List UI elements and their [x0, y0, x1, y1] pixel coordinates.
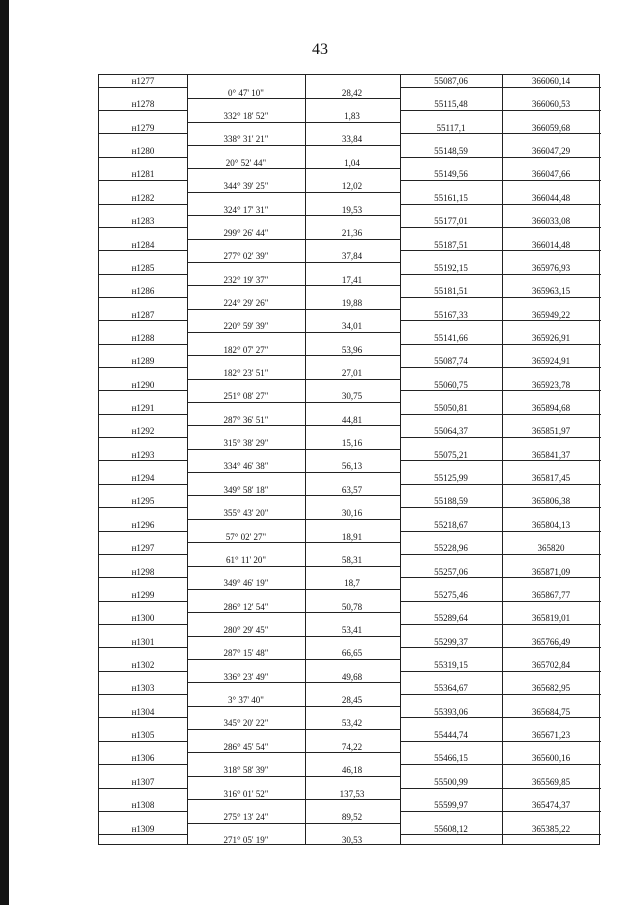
point-name: н1291: [131, 403, 155, 414]
row-divider: [187, 519, 400, 520]
coordinate-y: 365923,78: [531, 379, 571, 390]
row-divider: [99, 180, 187, 181]
segment-length: 1,83: [344, 111, 360, 122]
segment-angle: 336° 23' 49": [223, 671, 269, 682]
coordinate-y: 365841,37: [531, 449, 571, 460]
row-divider: [400, 227, 601, 228]
coordinate-y: 365806,38: [531, 496, 571, 507]
point-name: н1292: [131, 426, 155, 437]
segment-length: 63,57: [341, 484, 363, 495]
point-name: н1286: [131, 286, 155, 297]
segment-angle: 224° 29' 26": [223, 297, 269, 308]
point-name: н1279: [131, 122, 155, 133]
segment-angle: 345° 20' 22": [223, 718, 269, 729]
row-divider: [187, 823, 400, 824]
coordinate-x: 55149,56: [434, 169, 468, 180]
segment-angle: 316° 01' 52": [223, 788, 269, 799]
row-divider: [99, 367, 187, 368]
row-divider: [400, 320, 601, 321]
coordinate-x: 55299,37: [434, 636, 468, 647]
segment-length: 1,04: [344, 157, 360, 168]
row-divider: [187, 612, 400, 613]
row-divider: [400, 741, 601, 742]
row-divider: [99, 788, 187, 789]
point-name: н1277: [131, 76, 155, 86]
row-divider: [99, 437, 187, 438]
segment-length: 46,18: [341, 765, 363, 776]
segment-length: 19,88: [341, 297, 363, 308]
segment-angle: 299° 26' 44": [223, 227, 269, 238]
point-name: н1308: [131, 800, 155, 811]
point-name: н1304: [131, 706, 155, 717]
row-divider: [400, 601, 601, 602]
coordinate-x: 55060,75: [434, 379, 468, 390]
row-divider: [99, 133, 187, 134]
row-divider: [99, 694, 187, 695]
point-name: н1284: [131, 239, 155, 250]
segment-angle: 275° 13' 24": [223, 811, 269, 822]
row-divider: [400, 671, 601, 672]
row-divider: [400, 344, 601, 345]
segment-length: 33,84: [341, 134, 363, 145]
segment-length: 50,78: [341, 601, 363, 612]
point-name: н1294: [131, 473, 155, 484]
row-divider: [187, 379, 400, 380]
row-divider: [99, 87, 187, 88]
segment-length: 28,42: [341, 87, 363, 98]
segment-length: 37,84: [341, 251, 363, 262]
row-divider: [400, 694, 601, 695]
coordinate-y: 365817,45: [531, 473, 571, 484]
row-divider: [400, 811, 601, 812]
row-divider: [400, 133, 601, 134]
segment-angle: 251° 08' 27": [223, 391, 269, 402]
row-divider: [99, 274, 187, 275]
row-divider: [99, 741, 187, 742]
coordinate-y: 365474,37: [531, 800, 571, 811]
segment-length: 17,41: [341, 274, 363, 285]
point-name: н1299: [131, 589, 155, 600]
coordinate-y: 365600,16: [531, 753, 571, 764]
segment-angle: 232° 19' 37": [223, 274, 269, 285]
point-name: н1289: [131, 356, 155, 367]
segment-angle: 315° 38' 29": [223, 438, 269, 449]
row-divider: [400, 180, 601, 181]
point-name: н1281: [131, 169, 155, 180]
row-divider: [99, 157, 187, 158]
row-divider: [187, 472, 400, 473]
segment-angle: 57° 02' 27": [225, 531, 267, 542]
coordinate-y: 365766,49: [531, 636, 571, 647]
segment-length: 30,75: [341, 391, 363, 402]
coordinate-x: 55115,48: [434, 99, 468, 110]
page-number: 43: [312, 41, 328, 58]
row-divider: [187, 285, 400, 286]
row-divider: [99, 204, 187, 205]
row-divider: [99, 460, 187, 461]
row-divider: [400, 554, 601, 555]
row-divider: [187, 168, 400, 169]
coordinate-x: 55167,33: [434, 309, 468, 320]
row-divider: [99, 250, 187, 251]
coordinate-y: 365871,09: [531, 566, 571, 577]
point-name: н1298: [131, 566, 155, 577]
coordinate-x: 55141,66: [434, 332, 468, 343]
segment-length: 66,65: [341, 648, 363, 659]
row-divider: [400, 437, 601, 438]
segment-length: 18,91: [341, 531, 363, 542]
coordinate-y: 366014,48: [531, 239, 571, 250]
row-divider: [187, 98, 400, 99]
coordinate-y: 365819,01: [531, 613, 571, 624]
row-divider: [400, 204, 601, 205]
coordinate-y: 365684,75: [531, 706, 571, 717]
row-divider: [187, 566, 400, 567]
coordinate-y: 365867,77: [531, 589, 571, 600]
point-name: н1302: [131, 660, 155, 670]
row-divider: [187, 425, 400, 426]
segment-length: 58,31: [341, 554, 363, 565]
segment-length: 44,81: [341, 414, 363, 425]
point-name: н1293: [131, 449, 155, 460]
point-name: н1283: [131, 216, 155, 227]
coordinate-x: 55275,46: [434, 589, 468, 600]
coordinate-x: 55364,67: [434, 683, 468, 694]
segment-length: 56,13: [341, 461, 363, 472]
segment-length: 30,16: [341, 508, 363, 519]
row-divider: [400, 460, 601, 461]
row-divider: [187, 215, 400, 216]
segment-angle: 338° 31' 21": [223, 134, 269, 145]
row-divider: [400, 834, 601, 835]
coordinate-y: 365671,23: [531, 730, 571, 741]
segment-angle: 286° 12' 54": [223, 601, 269, 612]
coordinate-y: 365682,95: [531, 683, 571, 694]
row-divider: [400, 484, 601, 485]
segment-angle: 20° 52' 44": [225, 157, 267, 168]
coordinate-x: 55187,51: [434, 239, 468, 250]
row-divider: [400, 87, 601, 88]
segment-angle: 280° 29' 45": [223, 624, 269, 635]
segment-angle: 334° 46' 38": [223, 461, 269, 472]
row-divider: [187, 659, 400, 660]
segment-length: 49,68: [341, 671, 363, 682]
coordinate-x: 55075,21: [434, 449, 468, 460]
row-divider: [99, 554, 187, 555]
point-name: н1309: [131, 823, 155, 834]
coordinate-x: 55064,37: [434, 426, 468, 437]
point-name: н1303: [131, 683, 155, 694]
segment-angle: 182° 23' 51": [223, 368, 269, 379]
segment-length: 53,41: [341, 624, 363, 635]
row-divider: [400, 788, 601, 789]
coordinate-y: 366047,66: [531, 169, 571, 180]
coordinate-y: 366060,14: [531, 76, 571, 86]
segment-angle: 271° 05' 19": [223, 835, 269, 846]
coordinate-x: 55218,67: [434, 519, 468, 530]
segment-length: 30,53: [341, 835, 363, 846]
coordinate-x: 55257,06: [434, 566, 468, 577]
row-divider: [99, 671, 187, 672]
segment-angle: 349° 58' 18": [223, 484, 269, 495]
row-divider: [400, 507, 601, 508]
row-divider: [187, 682, 400, 683]
row-divider: [187, 495, 400, 496]
coordinate-x: 55192,15: [434, 262, 468, 273]
segment-length: 21,36: [341, 227, 363, 238]
point-name: н1297: [131, 543, 155, 554]
row-divider: [99, 320, 187, 321]
row-divider: [99, 717, 187, 718]
coordinate-y: 366059,68: [531, 122, 571, 133]
coordinate-x: 55087,74: [434, 356, 468, 367]
point-name: н1300: [131, 613, 155, 624]
coordinate-y: 365894,68: [531, 403, 571, 414]
coordinate-x: 55125,99: [434, 473, 468, 484]
row-divider: [187, 355, 400, 356]
row-divider: [99, 484, 187, 485]
coordinate-y: 365976,93: [531, 262, 571, 273]
point-name: н1288: [131, 332, 155, 343]
segment-angle: 324° 17' 31": [223, 204, 269, 215]
coordinate-x: 55599,97: [434, 800, 468, 811]
row-divider: [99, 390, 187, 391]
segment-angle: 344° 39' 25": [223, 181, 269, 192]
coordinate-y: 365820: [537, 543, 565, 554]
coordinate-y: 366047,29: [531, 146, 571, 157]
coordinate-x: 55087,06: [434, 76, 468, 86]
row-divider: [99, 764, 187, 765]
segment-length: 137,53: [339, 788, 365, 799]
coordinate-x: 55319,15: [434, 660, 468, 670]
segment-length: 18,7: [344, 578, 360, 589]
coordinate-x: 55466,15: [434, 753, 468, 764]
point-name: н1306: [131, 753, 155, 764]
segment-angle: 287° 36' 51": [223, 414, 269, 425]
coordinate-y: 365926,91: [531, 332, 571, 343]
point-name: н1287: [131, 309, 155, 320]
row-divider: [187, 239, 400, 240]
coordinate-x: 55148,59: [434, 146, 468, 157]
coordinate-x: 55050,81: [434, 403, 468, 414]
coordinate-y: 365963,15: [531, 286, 571, 297]
coordinate-y: 365569,85: [531, 776, 571, 787]
row-divider: [187, 636, 400, 637]
point-name: н1295: [131, 496, 155, 507]
row-divider: [99, 577, 187, 578]
row-divider: [99, 811, 187, 812]
segment-angle: 0° 47' 10": [228, 87, 264, 98]
point-name: н1280: [131, 146, 155, 157]
coordinate-x: 55188,59: [434, 496, 468, 507]
coordinate-x: 55500,99: [434, 776, 468, 787]
coordinate-x: 55228,96: [434, 543, 468, 554]
row-divider: [400, 647, 601, 648]
coordinate-x: 55608,12: [434, 823, 468, 834]
segment-length: 27,01: [341, 368, 363, 379]
segment-length: 89,52: [341, 811, 363, 822]
coordinate-x: 55161,15: [434, 192, 468, 203]
segment-angle: 349° 46' 19": [223, 578, 269, 589]
row-divider: [99, 297, 187, 298]
row-divider: [99, 647, 187, 648]
coordinate-y: 365385,22: [531, 823, 571, 834]
coordinate-y: 366044,48: [531, 192, 571, 203]
row-divider: [400, 297, 601, 298]
row-divider: [187, 752, 400, 753]
row-divider: [187, 542, 400, 543]
segment-angle: 277° 02' 39": [223, 251, 269, 262]
row-divider: [400, 274, 601, 275]
row-divider: [187, 332, 400, 333]
coordinate-y: 366033,08: [531, 216, 571, 227]
row-divider: [187, 729, 400, 730]
segment-angle: 61° 11' 20": [225, 554, 267, 565]
row-divider: [187, 589, 400, 590]
segment-length: 19,53: [341, 204, 363, 215]
row-divider: [400, 531, 601, 532]
row-divider: [400, 367, 601, 368]
row-divider: [187, 145, 400, 146]
coordinate-y: 365949,22: [531, 309, 571, 320]
row-divider: [187, 449, 400, 450]
segment-angle: 332° 18' 52": [223, 111, 269, 122]
row-divider: [187, 192, 400, 193]
row-divider: [99, 110, 187, 111]
point-name: н1282: [131, 192, 155, 203]
coordinate-y: 365702,84: [531, 660, 571, 670]
row-divider: [99, 531, 187, 532]
row-divider: [187, 776, 400, 777]
segment-angle: 318° 58' 39": [223, 765, 269, 776]
segment-length: 74,22: [341, 741, 363, 752]
point-name: н1285: [131, 262, 155, 273]
segment-angle: 220° 59' 39": [223, 321, 269, 332]
point-name: н1278: [131, 99, 155, 110]
row-divider: [400, 414, 601, 415]
coordinate-y: 366060,53: [531, 99, 571, 110]
scan-edge-bar: [0, 0, 9, 905]
row-divider: [400, 577, 601, 578]
row-divider: [400, 717, 601, 718]
segment-angle: 355° 43' 20": [223, 508, 269, 519]
coordinate-x: 55181,51: [434, 286, 468, 297]
coordinate-y: 365851,97: [531, 426, 571, 437]
segment-angle: 3° 37' 40": [228, 695, 264, 706]
segment-length: 28,45: [341, 695, 363, 706]
row-divider: [400, 764, 601, 765]
point-name: н1301: [131, 636, 155, 647]
row-divider: [400, 624, 601, 625]
segment-length: 15,16: [341, 438, 363, 449]
coordinate-x: 55393,06: [434, 706, 468, 717]
row-divider: [187, 122, 400, 123]
segment-length: 12,02: [341, 181, 363, 192]
row-divider: [187, 799, 400, 800]
point-name: н1296: [131, 519, 155, 530]
row-divider: [400, 110, 601, 111]
coordinate-x: 55117,1: [436, 122, 466, 133]
row-divider: [99, 601, 187, 602]
point-name: н1290: [131, 379, 155, 390]
segment-angle: 286° 45' 54": [223, 741, 269, 752]
coordinate-y: 365804,13: [531, 519, 571, 530]
row-divider: [99, 624, 187, 625]
coordinates-table: [98, 74, 600, 845]
segment-length: 53,96: [341, 344, 363, 355]
row-divider: [400, 250, 601, 251]
row-divider: [187, 262, 400, 263]
segment-angle: 182° 07' 27": [223, 344, 269, 355]
row-divider: [400, 157, 601, 158]
point-name: н1305: [131, 730, 155, 741]
coordinate-x: 55177,01: [434, 216, 468, 227]
row-divider: [187, 706, 400, 707]
segment-angle: 287° 15' 48": [223, 648, 269, 659]
row-divider: [99, 344, 187, 345]
row-divider: [187, 402, 400, 403]
row-divider: [99, 414, 187, 415]
row-divider: [99, 227, 187, 228]
segment-length: 34,01: [341, 321, 363, 332]
point-name: н1307: [131, 776, 155, 787]
row-divider: [400, 390, 601, 391]
coordinate-y: 365924,91: [531, 356, 571, 367]
row-divider: [99, 834, 187, 835]
row-divider: [187, 309, 400, 310]
row-divider: [99, 507, 187, 508]
coordinate-x: 55289,64: [434, 613, 468, 624]
segment-length: 53,42: [341, 718, 363, 729]
coordinate-x: 55444,74: [434, 730, 468, 741]
